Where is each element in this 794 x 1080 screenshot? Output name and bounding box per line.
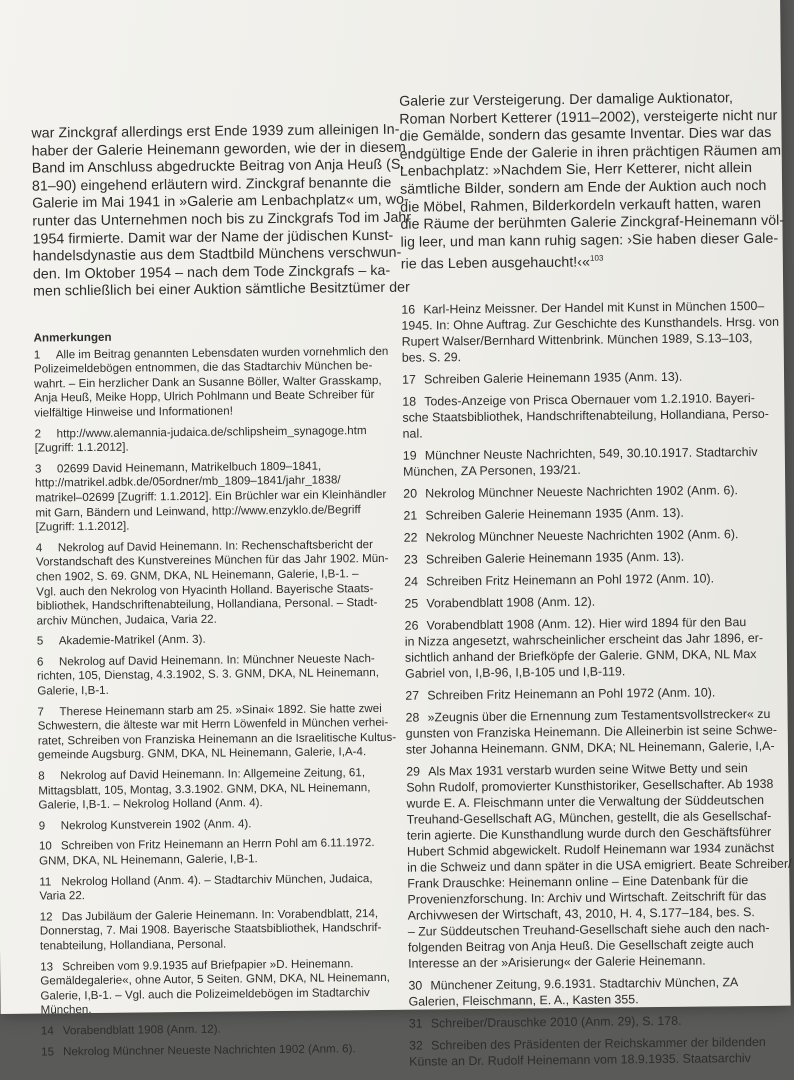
footnote-number: 29 <box>406 764 421 779</box>
footnote-line: 21 Schreiben Galerie Heinemann 1935 (Anm. 13). <box>403 505 684 523</box>
footnote-number: 23 <box>403 552 418 567</box>
body-line: Galerie zur Versteigerung. Der damalige Auktionator, <box>399 90 734 110</box>
footnote-entry <box>39 836 379 869</box>
footnote-line: 17 Schreiben Galerie Heinemann 1935 (Anm. 13). <box>401 369 683 387</box>
footnote-line: 32 Schreiben des Präsidenten der Reichskammer der bildenden <box>408 1034 766 1053</box>
body-line: Galerie im Mai 1941 in »Galerie am Lenbachplatz« um, wo- <box>32 192 409 212</box>
footnote-number: 31 <box>408 1016 423 1031</box>
footnote-entry <box>40 956 390 1019</box>
body-line: Lenbachplatz: »Nachdem Sie, Herr Ketterer, nicht allein <box>399 160 753 181</box>
body-line: die Gemälde, sondern das gesamte Inventar. Dies war das <box>399 125 772 145</box>
footnote-entry <box>34 459 387 536</box>
body-line: haber der Galerie Heinemann geworden, wie der in diesem <box>31 139 406 160</box>
footnote-line: Galerie, I,B-1. <box>37 683 109 698</box>
footnote-number: 30 <box>408 978 423 993</box>
footnote-entry <box>403 504 749 524</box>
footnote-line: Galerie, I,B-1. – Nekrolog Holland (Anm. 4). <box>38 796 263 812</box>
footnote-line: vielfältige Hinweise und Informationen! <box>34 404 233 420</box>
footnote-number: 25 <box>404 596 419 611</box>
footnote-line: Sohn Rudolf, promovierter Kunsthistoriker, Gesellschafter. Ab 1938 <box>406 776 774 795</box>
footnote-line: 16 Karl-Heinz Meissner. Der Handel mit Kunst in München 1500– <box>401 298 765 317</box>
footnote-entry <box>402 368 748 388</box>
footnote-number: 22 <box>403 530 418 545</box>
footnote-entry <box>38 766 378 813</box>
footnote-line: Anja Heuß, Meike Hopp, Ulrich Pohlmann und Beate Schreiber für <box>34 388 375 405</box>
footnote-line: 2 http://www.alemannia-judaica.de/schlipsheim_synagoge.htm <box>34 423 367 441</box>
notes-heading: Anmerkungen <box>33 330 112 345</box>
footnote-ref: 103 <box>589 253 604 264</box>
footnote-entry <box>40 907 380 954</box>
footnote-line: folgenden Beitrag von Anja Heuß. Die Gesellschaft zeigte auch <box>407 937 754 955</box>
footnote-line: 22 Nekrolog Münchner Neueste Nachrichten 1902 (Anm. 6). <box>403 527 739 545</box>
footnote-entry <box>401 298 780 366</box>
footnote-line: 24 Schreiben Fritz Heinemann an Pohl 1972 (Anm. 10). <box>404 571 715 589</box>
footnote-line: 23 Schreiben Galerie Heinemann 1935 (Anm. 13). <box>403 549 685 567</box>
right-notes <box>401 298 792 1076</box>
right-body-text <box>399 90 785 274</box>
footnote-entry <box>403 482 749 502</box>
footnote-number: 16 <box>401 302 416 317</box>
footnote-line: 29 Als Max 1931 verstarb wurden seine Witwe Betty und sein <box>406 761 748 779</box>
footnote-number: 6 <box>36 655 44 669</box>
footnote-number: 2 <box>34 427 42 441</box>
footnote-line: archiv München, Judaica, Varia 22. <box>36 612 217 628</box>
footnote-number: 11 <box>39 875 52 889</box>
footnote-line: sche Staatsbibliothek, Handschriftenabteilung, Hollandiana, Perso- <box>402 406 769 425</box>
footnote-line: [Zugriff: 1.1.2012]. <box>35 519 130 534</box>
footnote-line: Treuhand-Gesellschaft AG, München, gestellt, die als Gesellschaf- <box>406 808 772 827</box>
footnote-entry <box>37 701 397 764</box>
footnote-line: 20 Nekrolog Münchner Neueste Nachrichten 1902 (Anm. 6). <box>403 483 738 501</box>
footnote-line: Galerien, Fleischmann, E. A., Kasten 355. <box>408 992 639 1009</box>
footnote-number: 10 <box>38 839 52 853</box>
footnote-number: 7 <box>37 705 45 719</box>
footnote-line: sichtlich anhand der Briefköpfe der Galerie. GNM, DKA, NL Max <box>404 647 757 665</box>
footnote-line: Interesse an der »Arisierung« der Galerie Heinemann. <box>408 953 706 971</box>
footnote-entry <box>41 1041 381 1059</box>
footnote-entry <box>37 631 377 649</box>
footnote-line: Vgl. auch den Nekrolog von Hyacinth Holland. Bayerische Staats- <box>36 581 374 599</box>
body-line: war Zinckgraf allerdings erst Ende 1939 zum alleinigen In- <box>31 121 400 142</box>
footnote-line: ratet, Schreiben von Franziska Heinemann an die Israelitische Kultus- <box>37 730 397 748</box>
footnote-line: bibliothek, Handschriftenabteilung, Hollandiana, Personal. – Stadt- <box>36 596 378 613</box>
footnote-entry <box>404 548 750 568</box>
footnote-line: 31 Schreiber/Drauschke 2010 (Anm. 29), S. 178. <box>408 1013 682 1031</box>
footnote-number: 5 <box>36 634 44 648</box>
body-line: Band im Anschluss abgedruckte Beitrag von Anja Heuß (S. <box>31 156 405 177</box>
footnote-line: Mittagsblatt, 105, Montag, 3.3.1902. GNM, DKA, NL Heinemann, <box>38 780 371 798</box>
footnote-line: terin agierte. Die Kunsthandlung wurde durch den Geschäftsführer <box>406 824 772 843</box>
footnote-line: Gabriel von, I,B-96, I,B-105 und I,B-119. <box>405 664 626 681</box>
footnote-number: 28 <box>405 710 420 725</box>
footnote-line: München, ZA Personen, 193/21. <box>402 462 581 479</box>
footnote-line: wurde E. A. Fleischmann unter die Verwaltung der Süddeutschen <box>406 792 765 811</box>
footnote-entry <box>41 1021 381 1039</box>
footnote-line: [Zugriff: 1.1.2012]. <box>34 440 129 455</box>
footnote-line: 10 Schreiben von Fritz Heinemann an Herrn Pohl am 6.11.1972. <box>38 836 375 853</box>
footnote-line: http://matrikel.adbk.de/05ordner/mb_1809–1841/jahr_1838/ <box>35 473 341 490</box>
footnote-line: GNM, DKA, NL Heinemann, Galerie, I,B-1. <box>39 852 258 868</box>
footnote-number: 9 <box>38 819 46 833</box>
footnote-number: 26 <box>404 618 419 633</box>
footnote-line: 27 Schreiben Fritz Heinemann an Pohl 1972 (Anm. 10). <box>405 685 716 703</box>
footnote-number: 12 <box>39 910 53 924</box>
footnote-number: 13 <box>40 959 54 974</box>
footnote-line: chen 1902, S. 69. GNM, DKA, NL Heinemann, Galerie, I,B-1. – <box>36 567 359 584</box>
footnote-line: 13 Schreiben vom 9.9.1935 auf Briefpapier »D. Heinemann. <box>40 956 354 974</box>
footnote-line: Hubert Schmid abgewickelt. Rudolf Heinemann war 1934 zunächst <box>406 840 775 859</box>
footnote-entry <box>405 706 778 758</box>
footnote-line: wahrt. – Ein herzlicher Dank an Susanne Böller, Walter Grasskamp, <box>34 373 382 391</box>
footnote-line: 25 Vorabendblatt 1908 (Anm. 12). <box>404 594 596 611</box>
footnote-line: Rupert Walser/Bernhard Wittenbrink. München 1989, S.13–103, <box>401 331 753 349</box>
footnote-entry <box>37 652 377 699</box>
footnote-line: in die Schweiz und dann später in die USA emigriert. Beate Schreiber/ <box>407 856 792 875</box>
footnote-line: 3 02699 David Heinemann, Matrikelbuch 1809–1841, <box>34 459 322 476</box>
footnote-number: 19 <box>402 448 417 463</box>
body-line: die Räume der berühmten Galerie Zinckgraf-Heinemann völ- <box>400 212 785 233</box>
body-line: die Möbel, Rahmen, Bilderkordeln verkauft hatten, waren <box>400 195 762 216</box>
footnote-line: ster Johanna Heinemann. GNM, DKA; NL Heinemann, Galerie, I,A- <box>405 738 775 757</box>
footnote-entry <box>35 424 375 457</box>
body-line: runter das Unternehmen noch bis zu Zinckgrafs Tod im Jahr <box>32 209 412 230</box>
footnote-line: 7 Therese Heinemann starb am 25. »Sinai« 1892. Sie hatte zwei <box>37 701 382 719</box>
left-notes <box>33 328 397 1066</box>
footnote-entry <box>35 537 389 629</box>
footnote-line: 19 Münchner Neuste Nachrichten, 549, 30.10.1917. Stadtarchiv <box>402 444 758 463</box>
footnote-line: Schwestern, die älteste war mit Herrn Löwenfeld in München verhei- <box>37 716 389 733</box>
body-line: handelsdynastie aus dem Stadtbild Münchens verschwun- <box>32 244 402 265</box>
footnote-entry <box>405 684 751 704</box>
footnote-number: 20 <box>403 486 418 501</box>
footnote-entry <box>39 816 379 834</box>
footnote-line: Künste an Dr. Rudolf Heinemann vom 18.9.1935. Staatsarchiv <box>409 1051 751 1069</box>
footnote-line: 14 Vorabendblatt 1908 (Anm. 12). <box>40 1022 221 1038</box>
footnote-entry <box>406 760 792 972</box>
footnote-entry <box>404 614 763 682</box>
footnote-line: Vorstandschaft des Kunstvereines München für das Jahr 1902. Mün- <box>35 552 389 569</box>
footnote-line: nal. <box>402 426 423 441</box>
footnote-line: 28 »Zeugnis über die Ernennung zum Testamentsvollstrecker« zu <box>405 706 771 725</box>
footnote-line: 1 Alle im Beitrag genannten Lebensdaten wurden vornehmlich den <box>33 344 389 362</box>
body-line: Roman Norbert Ketterer (1911–2002), versteigerte nicht nur <box>399 107 778 128</box>
footnote-line: 5 Akademie-Matrikel (Anm. 3). <box>36 633 206 648</box>
footnote-line: 1945. In: Ohne Auftrag. Zur Geschichte des Kunsthandels. Hrsg. von <box>401 314 780 333</box>
body-line: rie das Leben ausgehaucht!‹«$^{103}$ <box>400 253 604 273</box>
footnote-line: 15 Nekrolog Münchner Neueste Nachrichten 1902 (Anm. 6). <box>41 1041 356 1059</box>
footnote-entry <box>404 592 750 612</box>
footnote-entry <box>402 444 758 480</box>
footnote-line: richten, 105, Dienstag, 4.3.1902, S. 3. GNM, DKA, NL Heinemann, <box>37 666 379 684</box>
footnote-line: 9 Nekrolog Kunstverein 1902 (Anm. 4). <box>38 817 252 833</box>
footnote-line: 12 Das Jubiläum der Galerie Heinemann. In: Vorabendblatt, 214, <box>39 906 379 924</box>
footnote-line: gemeinde Augsburg. GNM, DKA, NL Heinemann, Galerie, I,A-4. <box>37 745 367 762</box>
footnote-line: gunsten von Franziska Heinemann. Die Alleinerbin ist seine Schwe- <box>405 722 778 741</box>
footnote-entry <box>408 1034 766 1070</box>
footnote-line: 4 Nekrolog auf David Heinemann. In: Rechenschaftsbericht der <box>35 537 373 555</box>
footnote-entry <box>39 872 379 905</box>
body-line: 1954 firmierte. Damit war der Name der jüdischen Kunst- <box>32 227 394 248</box>
footnote-entry <box>402 390 769 442</box>
footnote-line: Varia 22. <box>39 889 86 903</box>
footnote-line: 26 Vorabendblatt 1908 (Anm. 12). Hier wird 1894 für den Bau <box>404 615 747 633</box>
footnote-line: Frank Drauschke: Heinemann online – Eine Datenbank für die <box>407 873 749 891</box>
footnote-line: – Zur Süddeutschen Treuhand-Gesellschaft siehe auch den nach- <box>407 920 770 939</box>
footnote-entry <box>404 570 750 590</box>
footnote-line: München. <box>40 1003 92 1017</box>
footnote-line: matrikel–02699 [Zugriff: 1.1.2012]. Ein Brüchler war ein Kleinhändler <box>35 487 387 505</box>
footnote-number: 21 <box>403 508 418 523</box>
footnote-line: Archivwesen der Wirtschaft, 43, 2010, H. 4, S.177–184, bes. S. <box>407 905 755 923</box>
footnote-number: 4 <box>35 541 43 555</box>
footnote-line: Galerie, I,B-1. – Vgl. auch die Polizeimeldebögen im Stadtarchiv <box>40 985 370 1003</box>
left-body-text <box>31 121 412 301</box>
footnote-number: 17 <box>401 372 416 387</box>
footnote-line: mit Garn, Bändern und Leinwand, http://www.enzyklo.de/Begriff <box>35 502 361 520</box>
footnote-number: 8 <box>38 769 45 783</box>
footnote-line: tenabteilung, Hollandiana, Personal. <box>39 937 227 953</box>
body-line: lig leer, und man kann ruhig sagen: ›Sie haben dieser Gale- <box>400 230 779 251</box>
footnote-number: 27 <box>405 688 420 703</box>
footnote-number: 15 <box>41 1044 55 1059</box>
body-line: sämtliche Bilder, sondern am Ende der Auktion auch noch <box>399 177 767 198</box>
footnote-entry <box>409 1012 755 1032</box>
body-line: den. Im Oktober 1954 – nach dem Tode Zinckgrafs – ka- <box>32 262 391 283</box>
footnote-line: Polizeimeldebögen entnommen, die das Stadtarchiv München be- <box>33 359 373 376</box>
footnote-entry <box>408 974 754 1010</box>
footnote-line: bes. S. 29. <box>401 350 462 365</box>
body-line: 81–90) eingehend erläutern wird. Zinckgraf benannte die <box>31 174 392 195</box>
footnote-line: Gemäldegalerie«, ohne Autor, 5 Seiten. GNM, DKA, NL Heinemann, <box>40 971 390 988</box>
footnote-line: Provenienzforschung. In: Archiv und Wirtschaft. Zeitschrift für das <box>407 888 767 907</box>
footnote-entry <box>404 526 750 546</box>
footnote-number: 1 <box>33 348 41 362</box>
footnote-number: 14 <box>40 1024 54 1038</box>
footnote-line: 11 Nekrolog Holland (Anm. 4). – Stadtarchiv München, Judaica, <box>39 871 373 889</box>
footnote-line: Donnerstag, 7. Mai 1908. Bayerische Staatsbibliothek, Handschrif- <box>39 921 382 938</box>
footnote-line: 8 Nekrolog auf David Heinemann. In: Allgemeine Zeitung, 61, <box>38 766 366 783</box>
footnote-number: 18 <box>402 394 417 409</box>
footnote-line: 18 Todes-Anzeige von Prisca Obernauer vom 1.2.1910. Bayeri- <box>402 391 755 409</box>
footnote-number: 32 <box>408 1038 423 1053</box>
body-line: men schließlich bei einer Auktion sämtliche Besitztümer der <box>33 279 410 300</box>
footnote-number: 3 <box>34 462 42 476</box>
footnote-line: 30 Münchener Zeitung, 9.6.1931. Stadtarchiv München, ZA <box>408 975 739 993</box>
footnote-entry <box>33 344 389 422</box>
footnote-line: 6 Nekrolog auf David Heinemann. In: Münchner Neueste Nach- <box>36 651 375 669</box>
footnote-line: in Nizza angesetzt, wahrscheinlicher erscheint das Jahr 1896, er- <box>404 630 763 649</box>
body-line: endgültige Ende der Galerie in ihren prächtigen Räumen am <box>399 142 782 163</box>
footnote-number: 24 <box>404 574 419 589</box>
